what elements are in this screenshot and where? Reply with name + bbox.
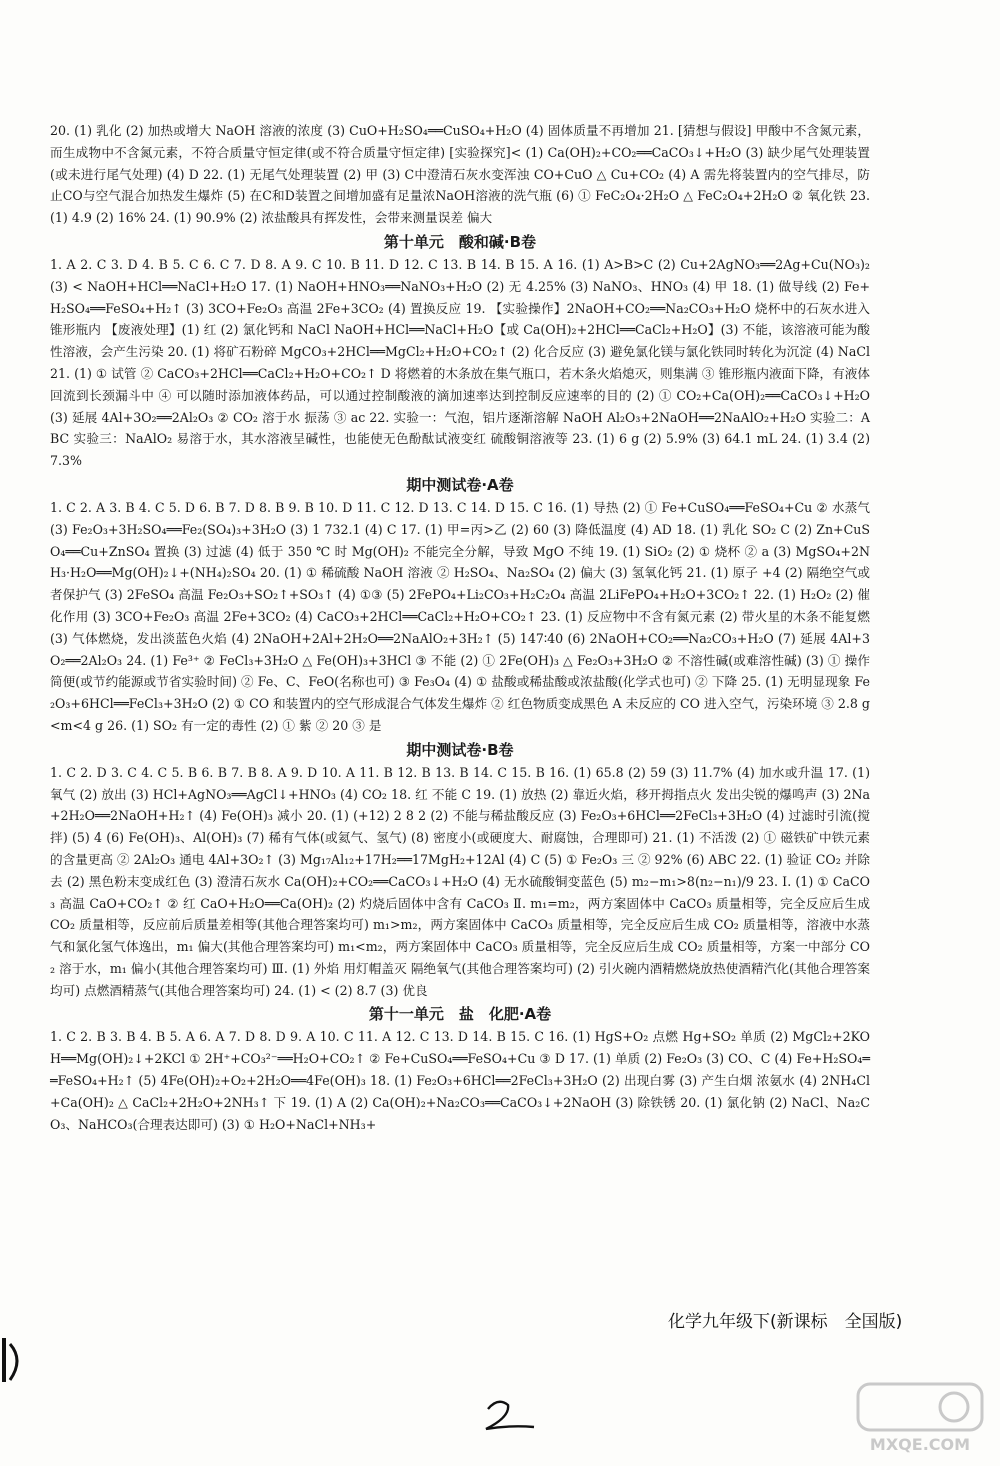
watermark-logo [850,1378,990,1458]
midterm-b-answers: 1. C 2. D 3. C 4. C 5. B 6. B 7. B 8. A 9. D 10. A 11. B 12. B 13. B 14. C 15. B 16. (1) 65.8 (2) 59 (3) 11.7% (4) 加水或升温 17. (1) 氧气 (2) 放出 (3) HCl+AgNO₃══AgCl↓+HNO₃ (4) CO₂ 18. 红 不能 C 19. (1) 放热 (2) 靠近火焰，移开拇指点火 发出尖锐的爆鸣声 (3) 2Na+2H₂O══2NaOH+H₂↑ (4) Fe(OH)₃ 减小 20. (1) (+12) 2 8 2 (2) 不能与稀盐酸反应 (3) Fe₂O₃+6HCl══2FeCl₃+3H₂O (4) 过滤时引流(搅拌) (5) 4 (6) Fe(OH)₃、Al(OH)₃ (7) 稀有气体(或氦气、氢气) (8) 密度小(或硬度大、耐腐蚀，合理即可) 21. (1) 不活泼 (2) ① 磁铁矿中铁元素的含量更高 ② 2Al₂O₃ 通电 4Al+3O₂↑ (3) Mg₁₇Al₁₂+17H₂══17MgH₂+12Al (4) C (5) ① Fe₂O₃ 三 ② 92% (6) ABC 22. (1) 验证 CO₂ 并除去 (2) 黑色粉末变成红色 (3) 澄清石灰水 Ca(OH)₂+CO₂══CaCO₃↓+H₂O (4) 无水硫酸铜变蓝色 (5) m₂−m₁>8(n₂−n₁)/9 23. Ⅰ. (1) ① CaCO₃ 高温 CaO+CO₂↑ ② 红 CaO+H₂O══Ca(OH)₂ (2) 灼烧后固体中含有 CaCO₃ Ⅱ. m₁=m₂，两方案固体中 CaCO₃ 质量相等，完全反应后生成 CO₂ 质量相等，反应前后质量差相等(其他合理答案均可) m₁>m₂，两方案固体中 CaCO₃ 质量相等，完全反应后生成 CO₂ 质量相等，溶液中水蒸气和氯化氢气体逸出，m₁ 偏大(其他合理答案均可) m₁<m₂，两方案固体中 CaCO₃ 质量相等，完全反应后生成 CO₂ 质量相等，方案一中部分 CO₂ 溶于水，m₁ 偏小(其他合理答案均可) Ⅲ. (1) 外焰 用灯帽盖灭 隔绝氧气(其他合理答案均可) (2) 引火碗内酒精燃烧放热使酒精汽化(其他合理答案均可) 点燃酒精蒸气(其他合理答案均可) 24. (1) < (2) 8.7 (3) 优良 [50,764,870,998]
unit9-answers: 20. (1) 乳化 (2) 加热或增大 NaOH 溶液的浓度 (3) CuO+H₂SO₄══CuSO₄+H₂O (4) 固体质量不再增加 21. [猜想与假设] 甲酸中不含氮元素，而生成物中不含氮元素，不符合质量守恒定律(或不符合质量守恒定律) [实验探究]< (1) Ca(OH)₂+CO₂══CaCO₃↓+H₂O (3) 缺少尾气处理装置(或未进行尾气处理) (4) D 22. (1) 无尾气处理装置 (2) 甲 (3) C中澄清石灰水变浑浊 CO+CuO △ Cu+CO₂ (4) A 需先将装置内的空气排尽，防止CO与空气混合加热发生爆炸 (5) 在C和D装置之间增加盛有足量浓NaOH溶液的洗气瓶 (6) ① FeC₂O₄·2H₂O △ FeC₂O₄+2H₂O ② 氧化铁 23. (1) 4.9 (2) 16% 24. (1) 90.9% (2) 浓盐酸具有挥发性，会带来测量误差 偏大 [50,123,870,226]
unit10-b-answers: 1. A 2. C 3. D 4. B 5. C 6. C 7. D 8. A 9. C 10. B 11. D 12. C 13. B 14. B 15. A 16. (1) A>B>C (2) Cu+2AgNO₃══2Ag+Cu(NO₃)₂ (3) < NaOH+HCl══NaCl+H₂O 17. (1) NaOH+HNO₃══NaNO₃+H₂O (2) 无 4.25% (3) NaNO₃、HNO₃ (4) 甲 18. (1) 做导线 (2) Fe+H₂SO₄══FeSO₄+H₂↑ (3) 3CO+Fe₂O₃ 高温 2Fe+3CO₂ (4) 置换反应 19. 【实验操作】2NaOH+CO₂══Na₂CO₃+H₂O 烧杯中的石灰水进入锥形瓶内 【废液处理】(1) 红 (2) 氯化钙和 NaCl NaOH+HCl══NaCl+H₂O【或 Ca(OH)₂+2HCl══CaCl₂+H₂O】(3) 不能，该溶液可能为酸性溶液，会产生污染 20. (1) 将矿石粉碎 MgCO₃+2HCl══MgCl₂+H₂O+CO₂↑ (2) 化合反应 (3) 避免氯化镁与氯化铁同时转化为沉淀 (4) NaCl 21. (1) ① 试管 ② CaCO₃+2HCl══CaCl₂+H₂O+CO₂↑ D 将燃着的木条放在集气瓶口，若木条火焰熄灭，则集满 ③ 锥形瓶内液面下降，有液体回流到长颈漏斗中 ④ 可以随时添加液体药品，可以通过控制酸液的滴加速率达到控制反应速率的目的 (2) ① CO₂+Ca(OH)₂══CaCO₃↓+H₂O (3) 延展 4Al+3O₂══2Al₂O₃ ② CO₂ 溶于水 振荡 ③ ac 22. 实验一：气泡，铝片逐渐溶解 NaOH Al₂O₃+2NaOH══2NaAlO₂+H₂O 实验二：ABC 实验三：NaAlO₂ 易溶于水，其水溶液呈碱性，也能使无色酚酞试液变红 硫酸铜溶液等 23. (1) 6 g (2) 5.9% (3) 64.1 mL 24. (1) 3.4 (2) 7.3% [50,256,870,469]
answer-page [50,120,870,1135]
page-number-mark [0,1330,30,1390]
midterm-a-answers: 1. C 2. A 3. B 4. C 5. D 6. B 7. D 8. B 9. B 10. D 11. C 12. D 13. C 14. D 15. C 16. (1) 导热 (2) ① Fe+CuSO₄══FeSO₄+Cu ② 水蒸气 (3) Fe₂O₃+3H₂SO₄══Fe₂(SO₄)₃+3H₂O (3) 1 732.1 (4) C 17. (1) 甲=丙>乙 (2) 60 (3) 降低温度 (4) AD 18. (1) 乳化 SO₂ C (2) Zn+CuSO₄══Cu+ZnSO₄ 置换 (3) 过滤 (4) 低于 350 ℃ 时 Mg(OH)₂ 不能完全分解，导致 MgO 不纯 19. (1) SiO₂ (2) ① 烧杯 ② a (3) MgSO₄+2NH₃·H₂O══Mg(OH)₂↓+(NH₄)₂SO₄ 20. (1) ① 稀硫酸 NaOH 溶液 ② H₂SO₄、Na₂SO₄ (2) 偏大 (3) 氢氧化钙 21. (1) 原子 +4 (2) 隔绝空气或者保护气 (3) 2FeSO₄ 高温 Fe₂O₃+SO₂↑+SO₃↑ (4) ①③ (5) 2FePO₄+Li₂CO₃+H₂C₂O₄ 高温 2LiFePO₄+H₂O+3CO₂↑ 22. (1) H₂O₂ (2) 催化作用 (3) 3CO+Fe₂O₃ 高温 2Fe+3CO₂ (4) CaCO₃+2HCl══CaCl₂+H₂O+CO₂↑ 23. (1) 反应物中不含有氮元素 (2) 带火星的木条不能复燃 (3) 气体燃烧，发出淡蓝色火焰 (4) 2NaOH+2Al+2H₂O══2NaAlO₂+3H₂↑ (5) 147∶40 (6) 2NaOH+CO₂══Na₂CO₃+H₂O (7) 延展 4Al+3O₂══2Al₂O₃ 24. (1) Fe³⁺ ② FeCl₃+3H₂O △ Fe(OH)₃+3HCl ③ 不能 (2) ① 2Fe(OH)₃ △ Fe₂O₃+3H₂O ② 不溶性碱(或难溶性碱) (3) ① 操作简便(或节约能源或节省实验时间) ② Fe、C、FeO(名称也可) ③ Fe₃O₄ (4) ① 盐酸或稀盐酸或浓盐酸(化学式也可) ② 下降 25. (1) 无明显现象 Fe₂O₃+6HCl══FeCl₃+3H₂O (2) ① CO 和装置内的空气形成混合气体发生爆炸 ② 红色物质变成黑色 A 未反应的 CO 进入空气，污染环境 ③ 2.8 g<m<4 g 26. (1) SO₂ 有一定的毒性 (2) ① 紫 ② 20 ③ 是 [50,499,870,733]
section-title-midterm-b: 期中测试卷·B卷 [406,740,514,759]
section-title-unit11-a: 第十一单元 盐 化肥·A卷 [368,1005,552,1024]
unit11-a-answers: 1. C 2. B 3. B 4. B 5. A 6. A 7. D 8. D 9. A 10. C 11. A 12. C 13. D 14. B 15. C 16. (1) HgS+O₂ 点燃 Hg+SO₂ 单质 (2) MgCl₂+2KOH══Mg(OH)₂↓+2KCl ① 2H⁺+CO₃²⁻══H₂O+CO₂↑ ② Fe+CuSO₄══FeSO₄+Cu ③ D 17. (1) 单质 (2) Fe₂O₃ (3) CO、C (4) Fe+H₂SO₄══FeSO₄+H₂↑ (5) 4Fe(OH)₂+O₂+2H₂O══4Fe(OH)₃ 18. (1) Fe₂O₃+6HCl══2FeCl₃+3H₂O (2) 出现白雾 (3) 产生白烟 浓氨水 (4) 2NH₄Cl+Ca(OH)₂ △ CaCl₂+2H₂O+2NH₃↑ 下 19. (1) A (2) Ca(OH)₂+Na₂CO₃══CaCO₃↓+2NaOH (3) 除铁锈 20. (1) 氯化钠 (2) NaCl、Na₂CO₃、NaHCO₃(合理表达即可) (3) ① H₂O+NaCl+NH₃+ [50,1029,870,1132]
svg-text:MXQE.COM: MXQE.COM [869,1435,971,1454]
section-title-unit10-b: 第十单元 酸和碱·B卷 [383,232,537,251]
book-footer: 化学九年级下(新课标 全国版) [668,1312,903,1332]
handwritten-mark [480,1395,540,1439]
section-title-midterm-a: 期中测试卷·A卷 [406,475,514,494]
